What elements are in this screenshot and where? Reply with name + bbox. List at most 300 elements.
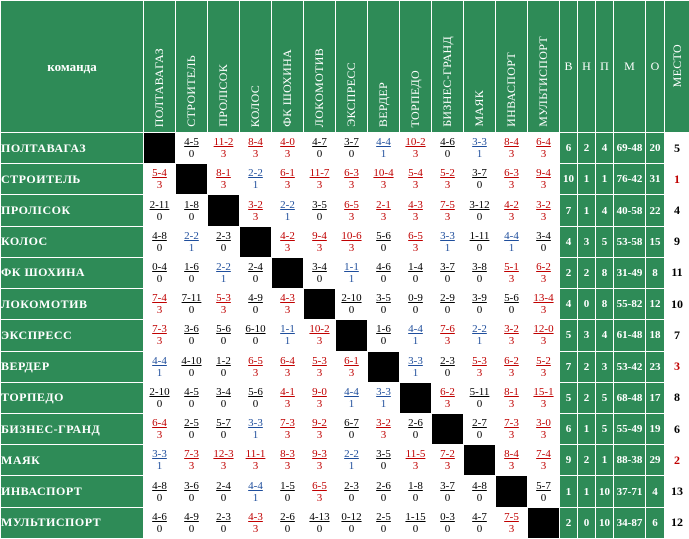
match-points: 0 (412, 522, 419, 535)
match-score: 3-2 (376, 417, 391, 430)
match-score: 12-3 (213, 448, 234, 461)
match-score: 3-4 (216, 385, 231, 398)
match-result-cell (336, 195, 368, 226)
match-result-cell (304, 320, 336, 351)
match-result-cell (208, 320, 240, 351)
match-points: 3 (156, 304, 163, 317)
match-points: 3 (348, 241, 355, 254)
match-points: 1 (348, 272, 355, 285)
points-value: 19 (646, 413, 665, 444)
draws-value: 3 (578, 226, 596, 257)
match-points: 1 (188, 241, 195, 254)
match-result-cell (496, 257, 528, 288)
match-score: 4-2 (504, 198, 519, 211)
match-points: 0 (220, 491, 227, 504)
column-header-team-5 (272, 1, 304, 133)
match-result-cell (144, 226, 176, 257)
match-result-cell (272, 164, 304, 195)
match-points: 0 (380, 272, 387, 285)
match-points: 3 (508, 397, 515, 410)
losses-value: 1 (596, 164, 614, 195)
match-points: 1 (476, 335, 483, 348)
team-row (1, 351, 689, 382)
match-score: 3-7 (472, 167, 487, 180)
match-points: 0 (380, 304, 387, 317)
match-result-cell (336, 382, 368, 413)
place-value: 10 (665, 289, 689, 320)
match-result-cell (432, 289, 464, 320)
place-value: 6 (665, 413, 689, 444)
match-points: 0 (476, 210, 483, 223)
match-result-cell (176, 195, 208, 226)
match-points: 1 (348, 397, 355, 410)
match-points: 3 (444, 397, 451, 410)
match-result-cell (304, 195, 336, 226)
match-score: 4-6 (440, 136, 455, 149)
diagonal-blank-cell (432, 413, 464, 444)
match-result-cell (176, 289, 208, 320)
column-header-team-8 (368, 1, 400, 133)
points-value: 4 (646, 476, 665, 507)
match-result-cell (368, 507, 400, 538)
match-result-cell (336, 413, 368, 444)
match-points: 0 (316, 522, 323, 535)
team-name: МАЯК (1, 445, 144, 476)
draws-value: 0 (578, 289, 596, 320)
match-result-cell (464, 133, 496, 164)
match-score: 8-4 (504, 136, 519, 149)
match-points: 3 (284, 179, 291, 192)
match-score: 2-4 (216, 479, 231, 492)
diagonal-blank-cell (496, 476, 528, 507)
losses-value: 5 (596, 382, 614, 413)
goals-value: 37-71 (614, 476, 646, 507)
match-result-cell (368, 320, 400, 351)
draws-value: 1 (578, 413, 596, 444)
match-result-cell (432, 476, 464, 507)
points-value: 17 (646, 382, 665, 413)
match-result-cell (208, 413, 240, 444)
losses-value: 5 (596, 413, 614, 444)
match-score: 10-2 (309, 323, 330, 336)
match-score: 2-6 (376, 479, 391, 492)
match-score: 1-15 (405, 510, 426, 523)
column-header-team-3 (208, 1, 240, 133)
match-points: 0 (380, 335, 387, 348)
header-row (1, 1, 689, 133)
match-result-cell (400, 289, 432, 320)
match-result-cell (272, 133, 304, 164)
match-score: 6-2 (536, 260, 551, 273)
points-value: 22 (646, 195, 665, 226)
match-score: 5-6 (216, 323, 231, 336)
team-name: ПРОЛІСОК (1, 195, 144, 226)
match-score: 3-4 (312, 260, 327, 273)
column-header-team-2 (176, 1, 208, 133)
match-score: 1-4 (408, 260, 423, 273)
points-value: 18 (646, 320, 665, 351)
match-points: 0 (316, 272, 323, 285)
match-result-cell (240, 133, 272, 164)
match-points: 0 (188, 397, 195, 410)
match-score: 2-9 (440, 292, 455, 305)
match-score: 9-4 (312, 229, 327, 242)
match-points: 3 (348, 210, 355, 223)
match-points: 1 (508, 241, 515, 254)
match-score: 4-4 (248, 479, 263, 492)
match-result-cell (464, 507, 496, 538)
match-result-cell (368, 257, 400, 288)
match-result-cell (336, 445, 368, 476)
match-points: 3 (252, 460, 259, 473)
match-points: 3 (284, 366, 291, 379)
match-result-cell (272, 320, 304, 351)
match-score: 3-3 (248, 417, 263, 430)
match-score: 4-7 (312, 136, 327, 149)
match-result-cell (528, 289, 560, 320)
match-result-cell (176, 445, 208, 476)
match-points: 3 (444, 210, 451, 223)
match-points: 0 (188, 335, 195, 348)
match-score: 5-4 (152, 167, 167, 180)
match-result-cell (208, 476, 240, 507)
diagonal-blank-cell (336, 320, 368, 351)
match-result-cell (528, 382, 560, 413)
place-value: 12 (665, 507, 689, 538)
match-score: 3-3 (376, 385, 391, 398)
match-result-cell (176, 257, 208, 288)
match-score: 5-7 (216, 417, 231, 430)
match-score: 13-4 (533, 292, 554, 305)
match-result-cell (432, 445, 464, 476)
match-points: 3 (252, 366, 259, 379)
diagonal-blank-cell (176, 164, 208, 195)
team-name: ВЕРДЕР (1, 351, 144, 382)
match-score: 5-6 (376, 229, 391, 242)
column-header-team-12 (496, 1, 528, 133)
match-result-cell (368, 195, 400, 226)
match-points: 3 (412, 241, 419, 254)
losses-value: 1 (596, 445, 614, 476)
match-points: 3 (220, 460, 227, 473)
match-result-cell (432, 164, 464, 195)
goals-value: 31-49 (614, 257, 646, 288)
match-score: 4-9 (248, 292, 263, 305)
match-points: 0 (284, 522, 291, 535)
match-result-cell (432, 507, 464, 538)
losses-value: 8 (596, 289, 614, 320)
match-result-cell (304, 507, 336, 538)
team-name: ЭКСПРЕСС (1, 320, 144, 351)
match-score: 4-8 (152, 479, 167, 492)
match-points: 0 (156, 397, 163, 410)
match-score: 5-6 (248, 385, 263, 398)
match-points: 1 (412, 366, 419, 379)
match-points: 3 (284, 304, 291, 317)
match-score: 7-2 (440, 448, 455, 461)
team-name: ЛОКОМОТИВ (1, 289, 144, 320)
match-result-cell (400, 226, 432, 257)
match-points: 0 (188, 491, 195, 504)
match-points: 3 (316, 241, 323, 254)
match-score: 7-3 (504, 417, 519, 430)
match-points: 3 (508, 179, 515, 192)
match-points: 1 (252, 491, 259, 504)
team-name: МУЛЬТИСПОРТ (1, 507, 144, 538)
match-score: 1-5 (280, 479, 295, 492)
match-result-cell (336, 351, 368, 382)
match-score: 3-0 (536, 417, 551, 430)
match-points: 0 (444, 491, 451, 504)
team-row (1, 382, 689, 413)
points-value: 20 (646, 133, 665, 164)
match-score: 3-6 (184, 323, 199, 336)
match-score: 6-2 (504, 354, 519, 367)
match-result-cell (368, 164, 400, 195)
match-result-cell (144, 382, 176, 413)
draws-value: 3 (578, 320, 596, 351)
match-score: 4-4 (344, 385, 359, 398)
match-score: 4-3 (280, 292, 295, 305)
points-value: 8 (646, 257, 665, 288)
match-points: 0 (380, 460, 387, 473)
match-result-cell (368, 445, 400, 476)
match-points: 0 (220, 241, 227, 254)
match-points: 0 (348, 522, 355, 535)
draws-value: 2 (578, 351, 596, 382)
match-result-cell (240, 507, 272, 538)
match-score: 1-1 (344, 260, 359, 273)
column-header-label: ИНВАСПОРТ (504, 52, 518, 127)
match-points: 3 (316, 335, 323, 348)
match-score: 4-1 (280, 385, 295, 398)
place-value: 8 (665, 382, 689, 413)
match-score: 3-2 (504, 323, 519, 336)
match-result-cell (464, 320, 496, 351)
match-points: 0 (188, 429, 195, 442)
match-score: 8-1 (216, 167, 231, 180)
match-score: 8-4 (248, 136, 263, 149)
match-score: 7-6 (440, 323, 455, 336)
match-result-cell (304, 351, 336, 382)
match-score: 6-4 (152, 417, 167, 430)
place-value: 13 (665, 476, 689, 507)
team-column-header: команда (1, 1, 144, 133)
match-result-cell (496, 289, 528, 320)
match-result-cell (368, 133, 400, 164)
match-result-cell (400, 195, 432, 226)
match-points: 0 (220, 429, 227, 442)
match-result-cell (272, 507, 304, 538)
match-points: 0 (220, 366, 227, 379)
goals-value: 55-49 (614, 413, 646, 444)
column-header-team-1 (144, 1, 176, 133)
match-score: 4-4 (504, 229, 519, 242)
match-result-cell (400, 164, 432, 195)
match-result-cell (208, 289, 240, 320)
match-points: 0 (540, 241, 547, 254)
match-score: 2-3 (216, 229, 231, 242)
match-score: 4-5 (184, 136, 199, 149)
losses-value: 4 (596, 320, 614, 351)
match-result-cell (400, 320, 432, 351)
match-score: 11-7 (309, 167, 330, 180)
match-points: 0 (156, 272, 163, 285)
goals-value: 61-48 (614, 320, 646, 351)
match-score: 6-4 (280, 354, 295, 367)
match-score: 6-5 (408, 229, 423, 242)
match-points: 3 (508, 522, 515, 535)
goals-value: 40-58 (614, 195, 646, 226)
match-score: 4-6 (152, 510, 167, 523)
match-points: 3 (540, 148, 547, 161)
match-score: 3-7 (344, 136, 359, 149)
match-points: 1 (476, 148, 483, 161)
match-result-cell (368, 476, 400, 507)
column-header-label: СТРОИТЕЛЬ (184, 55, 198, 127)
team-row (1, 195, 689, 226)
match-points: 0 (252, 335, 259, 348)
match-points: 0 (188, 304, 195, 317)
match-score: 2-2 (280, 198, 295, 211)
match-result-cell (496, 445, 528, 476)
match-score: 3-5 (312, 198, 327, 211)
match-result-cell (528, 351, 560, 382)
team-name: КОЛОС (1, 226, 144, 257)
goals-value: 55-82 (614, 289, 646, 320)
match-result-cell (272, 351, 304, 382)
match-score: 5-3 (216, 292, 231, 305)
match-score: 2-2 (344, 448, 359, 461)
team-row (1, 289, 689, 320)
match-result-cell (176, 226, 208, 257)
match-score: 2-3 (216, 510, 231, 523)
match-points: 0 (476, 522, 483, 535)
match-points: 0 (252, 272, 259, 285)
match-result-cell (464, 351, 496, 382)
points-header: О (646, 1, 665, 133)
match-points: 0 (380, 491, 387, 504)
match-result-cell (432, 351, 464, 382)
match-result-cell (528, 164, 560, 195)
match-score: 5-2 (440, 167, 455, 180)
losses-header: П (596, 1, 614, 133)
match-result-cell (368, 289, 400, 320)
match-result-cell (144, 195, 176, 226)
match-result-cell (304, 413, 336, 444)
match-score: 2-11 (149, 198, 170, 211)
match-score: 4-10 (181, 354, 202, 367)
match-result-cell (464, 257, 496, 288)
match-score: 6-3 (504, 167, 519, 180)
wins-value: 4 (560, 289, 578, 320)
match-points: 1 (252, 429, 259, 442)
match-score: 1-8 (184, 198, 199, 211)
match-result-cell (144, 257, 176, 288)
match-result-cell (368, 226, 400, 257)
match-score: 3-7 (440, 479, 455, 492)
wins-value: 5 (560, 382, 578, 413)
match-result-cell (400, 413, 432, 444)
match-result-cell (336, 507, 368, 538)
draws-value: 2 (578, 257, 596, 288)
diagonal-blank-cell (528, 507, 560, 538)
match-result-cell (496, 320, 528, 351)
wins-value: 7 (560, 195, 578, 226)
match-result-cell (176, 476, 208, 507)
points-value: 6 (646, 507, 665, 538)
match-points: 1 (444, 241, 451, 254)
match-result-cell (208, 382, 240, 413)
place-value: 2 (665, 445, 689, 476)
match-score: 1-8 (408, 479, 423, 492)
match-result-cell (144, 164, 176, 195)
match-points: 0 (220, 522, 227, 535)
match-result-cell (144, 445, 176, 476)
match-result-cell (496, 133, 528, 164)
match-score: 5-4 (408, 167, 423, 180)
match-points: 1 (284, 335, 291, 348)
wins-value: 10 (560, 164, 578, 195)
match-result-cell (336, 164, 368, 195)
match-result-cell (400, 257, 432, 288)
match-score: 6-1 (344, 354, 359, 367)
match-points: 0 (188, 272, 195, 285)
match-score: 4-4 (408, 323, 423, 336)
match-score: 4-0 (280, 136, 295, 149)
match-points: 3 (380, 429, 387, 442)
match-result-cell (240, 320, 272, 351)
match-score: 4-7 (472, 510, 487, 523)
column-header-label: ПОЛТАВАГАЗ (152, 47, 166, 127)
match-points: 0 (444, 522, 451, 535)
diagonal-blank-cell (144, 133, 176, 164)
match-points: 0 (348, 491, 355, 504)
match-points: 0 (380, 241, 387, 254)
match-points: 3 (156, 429, 163, 442)
match-score: 10-4 (373, 167, 394, 180)
place-value: 4 (665, 195, 689, 226)
match-score: 2-3 (440, 354, 455, 367)
match-points: 0 (156, 241, 163, 254)
team-row (1, 320, 689, 351)
match-score: 3-6 (184, 479, 199, 492)
match-points: 3 (252, 210, 259, 223)
match-points: 3 (348, 179, 355, 192)
match-score: 1-6 (184, 260, 199, 273)
match-result-cell (528, 476, 560, 507)
match-points: 1 (412, 335, 419, 348)
wins-value: 6 (560, 133, 578, 164)
column-header-team-6 (304, 1, 336, 133)
match-result-cell (304, 257, 336, 288)
match-score: 3-8 (472, 260, 487, 273)
match-score: 3-5 (376, 448, 391, 461)
match-points: 3 (316, 397, 323, 410)
match-result-cell (496, 195, 528, 226)
column-header-team-13 (528, 1, 560, 133)
match-points: 1 (380, 148, 387, 161)
match-result-cell (528, 320, 560, 351)
match-points: 0 (348, 429, 355, 442)
match-points: 0 (220, 397, 227, 410)
points-value: 29 (646, 445, 665, 476)
match-points: 3 (444, 179, 451, 192)
goals-value: 88-38 (614, 445, 646, 476)
match-result-cell (240, 445, 272, 476)
match-score: 5-2 (536, 354, 551, 367)
losses-value: 4 (596, 195, 614, 226)
